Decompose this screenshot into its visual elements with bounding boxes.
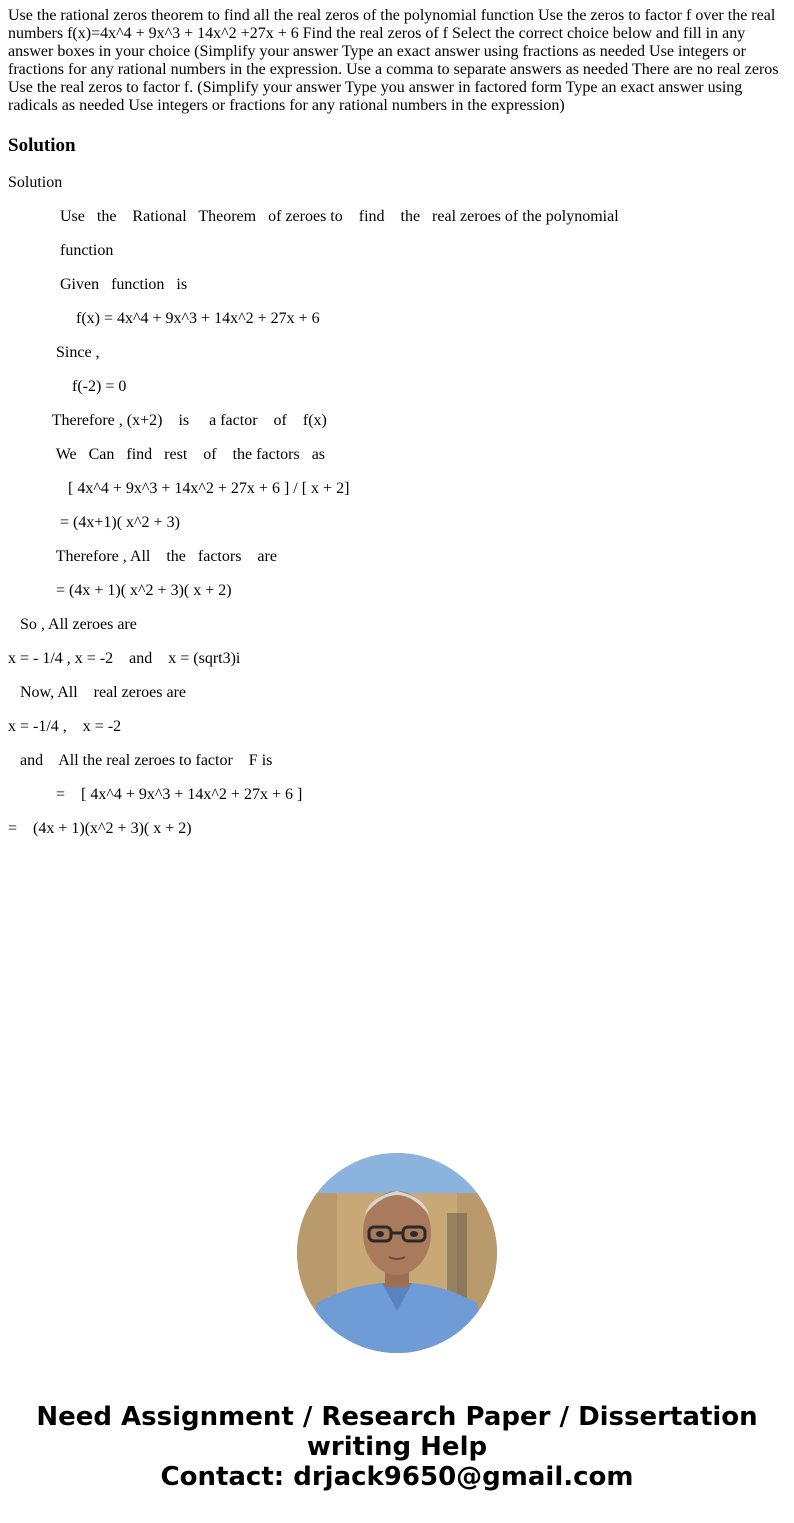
solution-line: [ 4x^4 + 9x^3 + 14x^2 + 27x + 6 ] / [ x + 2]	[8, 480, 350, 497]
solution-line: Now, All real zeroes are	[8, 684, 186, 701]
solution-line: x = -1/4 , x = -2	[8, 718, 122, 735]
solution-line: = (4x + 1)( x^2 + 3)( x + 2)	[8, 582, 232, 599]
solution-line: Therefore , (x+2) is a factor of f(x)	[8, 412, 327, 429]
solution-line: Since ,	[8, 344, 100, 361]
promo-line: Need Assignment / Research Paper / Dissertation	[36, 1402, 758, 1432]
solution-line: f(x) = 4x^4 + 9x^3 + 14x^2 + 27x + 6	[8, 310, 320, 327]
promo-banner	[0, 1402, 794, 1492]
solution-line: function	[8, 242, 114, 259]
solution-line: Therefore , All the factors are	[8, 548, 277, 565]
solution-line: = (4x+1)( x^2 + 3)	[8, 514, 180, 531]
solution-line: Given function is	[8, 276, 188, 293]
promo-line: writing Help	[306, 1432, 488, 1462]
solution-heading: Solution	[8, 135, 76, 156]
solution-line: Use the Rational Theorem of zeroes to find the real zeroes of the polynomial	[8, 208, 619, 225]
author-portrait-image	[297, 1153, 497, 1353]
solution-line: Solution	[8, 174, 63, 191]
solution-line: = [ 4x^4 + 9x^3 + 14x^2 + 27x + 6 ]	[8, 786, 303, 803]
question-text: Use the rational zeros theorem to find all the real zeros of the polynomial function Use the zeros to factor f over the real numbers f(x)=4x^4 + 9x^3 + 14x^2 +27x + 6 Find the real zeros of f Select the correct choice below and fill in any answer boxes in your choice (Simplify your answer Type an exact answer using fractions as needed Use integers or fractions for any rational numbers in the expression. Use a comma to separate answers as needed There are no real zeros Use the real zeros to factor f. (Simplify your answer Type you answer in factored form Type an exact answer using radicals as needed Use integers or fractions for any rational numbers in the expression)	[8, 7, 779, 114]
solution-line: x = - 1/4 , x = -2 and x = (sqrt3)i	[8, 650, 241, 667]
avatar	[297, 1153, 497, 1353]
solution-line: f(-2) = 0	[8, 378, 127, 395]
promo-contact: Contact: drjack9650@gmail.com	[160, 1462, 634, 1492]
solution-line: We Can find rest of the factors as	[8, 446, 326, 463]
solution-line: So , All zeroes are	[8, 616, 137, 633]
solution-line: = (4x + 1)(x^2 + 3)( x + 2)	[8, 820, 192, 837]
solution-line: and All the real zeroes to factor F is	[8, 752, 273, 769]
